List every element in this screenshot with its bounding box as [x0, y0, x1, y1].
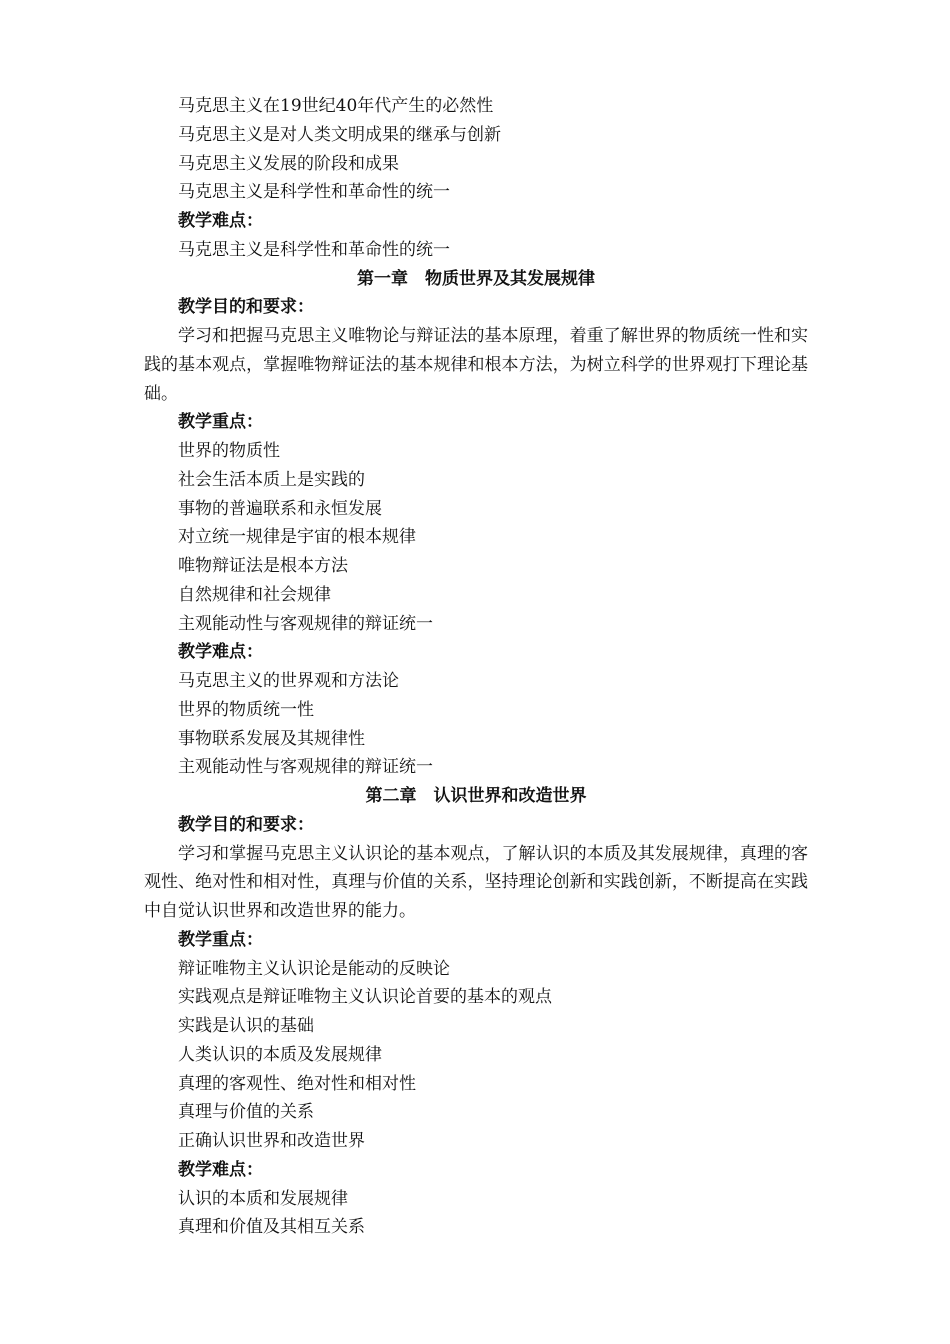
- list-item: 唯物辩证法是根本方法: [178, 556, 348, 576]
- list-item: 实践观点是辩证唯物主义认识论首要的基本的观点: [178, 987, 552, 1008]
- list-item: 主观能动性与客观规律的辩证统一: [178, 757, 433, 778]
- difficult-points-heading: 教学难点：: [178, 642, 263, 663]
- list-item: 真理与价值的关系: [178, 1102, 314, 1123]
- list-item: 自然规律和社会规律: [178, 584, 331, 605]
- list-item: 事物的普遍联系和永恒发展: [178, 498, 382, 519]
- list-item: 真理和价值及其相互关系: [178, 1217, 365, 1238]
- objective-paragraph: 学习和把握马克思主义唯物论与辩证法的基本原理，着重了解世界的物质统一性和实践的基本观点，掌握唯物辩证法的基本规律和根本方法，为树立科学的世界观打下理论基础。: [144, 326, 808, 404]
- chapter-title: 第二章 认识世界和改造世界: [365, 786, 587, 806]
- intro-key-points: [144, 92, 808, 207]
- list-item: 世界的物质统一性: [178, 699, 314, 720]
- difficult-points-heading: 教学难点：: [178, 211, 263, 231]
- key-points-heading: 教学重点：: [178, 412, 263, 433]
- list-item: 马克思主义是对人类文明成果的继承与创新: [178, 124, 501, 145]
- list-item: 主观能动性与客观规律的辩证统一: [178, 613, 433, 634]
- list-item: 实践是认识的基础: [178, 1016, 314, 1036]
- chapter2-key-points: [144, 955, 808, 1156]
- difficult-points-heading: 教学难点：: [178, 1159, 263, 1180]
- objective-heading: 教学目的和要求：: [178, 297, 314, 318]
- list-item: 辩证唯物主义认识论是能动的反映论: [178, 958, 450, 979]
- list-item: 正确认识世界和改造世界: [178, 1131, 365, 1151]
- objective-heading: 教学目的和要求：: [178, 814, 314, 835]
- list-item: 对立统一规律是宇宙的根本规律: [178, 527, 416, 548]
- list-item: 马克思主义是科学性和革命性的统一: [178, 182, 450, 203]
- list-item: 社会生活本质上是实践的: [178, 469, 365, 490]
- chapter1-difficult-points: [144, 667, 808, 782]
- list-item: 认识的本质和发展规律: [178, 1188, 348, 1209]
- list-item: 世界的物质性: [178, 441, 280, 461]
- list-item: 马克思主义在19世纪40年代产生的必然性: [178, 96, 494, 116]
- objective-paragraph: 学习和掌握马克思主义认识论的基本观点，了解认识的本质及其发展规律，真理的客观性、绝对性和相对性，真理与价值的关系，坚持理论创新和实践创新，不断提高在实践中自觉认识世界和改造世界的能力。: [144, 843, 808, 921]
- list-item: 马克思主义的世界观和方法论: [178, 671, 399, 691]
- list-item: 事物联系发展及其规律性: [178, 728, 365, 749]
- list-item: 马克思主义发展的阶段和成果: [178, 153, 399, 174]
- chapter1-key-points: [144, 437, 808, 638]
- chapter2-difficult-points: [144, 1185, 808, 1243]
- list-item: 马克思主义是科学性和革命性的统一: [178, 239, 450, 260]
- key-points-heading: 教学重点：: [178, 929, 263, 950]
- list-item: 真理的客观性、绝对性和相对性: [178, 1073, 416, 1094]
- chapter-title: 第一章 物质世界及其发展规律: [357, 268, 595, 289]
- document-page: [144, 92, 808, 1242]
- list-item: 人类认识的本质及发展规律: [178, 1044, 382, 1065]
- intro-difficult-points: [144, 236, 808, 265]
